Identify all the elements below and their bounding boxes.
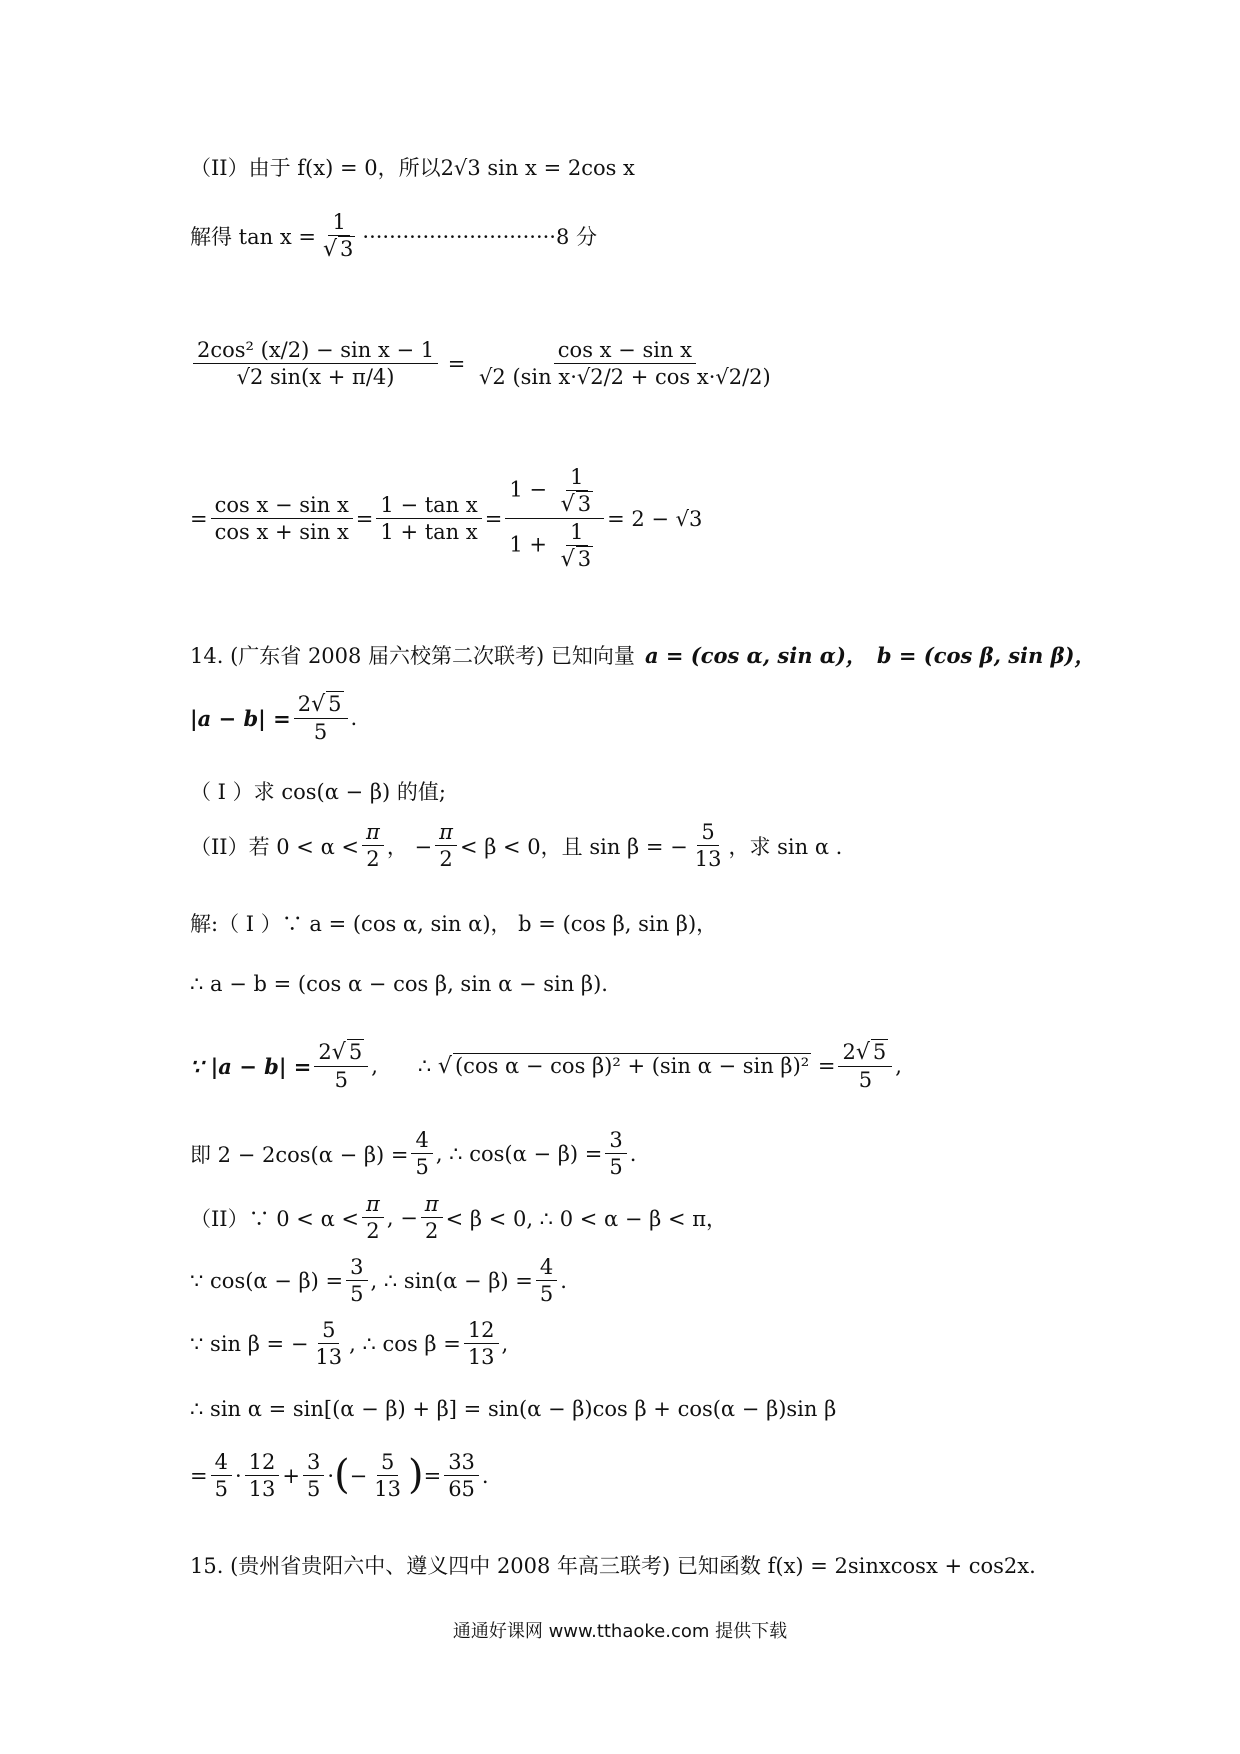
vector-b: b = (cos β, sin β)， [876,643,1096,668]
line-simplification: = $\frac{\text{cos x − sin x}}{\text{cos x + sin x}}$ = $\frac{\text{1 − tan x}}{\text{1 + tan x}}$ = 1 − $\frac{1}{√ 3}$ 1 + $\frac{1}{√ 3}$ = 2 − √3 [190,465,703,572]
text: 14. (广东省 2008 届六校第二次联考) 已知向量 [190,644,635,668]
question-14-part2: （II）若 0 < α < $\frac{\pi}{2}$ ， − $\frac{\pi}{2}$ < β < 0，且 sin β = − $\frac{5}{13}$ ，求 sin α . [190,820,843,871]
solution-line-1: 解:（ I ）∵ a = (cos α, sin α)， b = (cos β, sin β)， [190,912,718,936]
fraction-b: $\frac{\text{1 − tan x}}{\text{1 + tan x}}$ [376,493,481,544]
fraction: $\frac{1}{√ 3}$ [322,210,354,262]
solution-line-3: ∵ |a − b| = $\frac{2√ 5}{5}$ , ∴ √ (cos α − cos β)² + (sin α − sin β)² = $\frac{2√ 5}{5}$ , [190,1040,902,1092]
footer: 通通好课网 www.tthaoke.com 提供下载 [452,1621,788,1642]
solution-line-7: ∵ sin β = − $\frac{5}{13}$ , ∴ cos β = $\frac{12}{13}$ , [190,1318,509,1369]
solution-line-6: ∵ cos(α − β) = $\frac{3}{5}$ , ∴ sin(α − β) = $\frac{4}{5}$ . [190,1255,567,1306]
text: 解得 tan x = [190,225,316,249]
solution-line-9: = $\frac{4}{5}$ · $\frac{12}{13}$ + $\frac{3}{5}$ · ( − $\frac{5}{13}$ ) = $\frac{33}{65}$ . [190,1450,489,1501]
solution-line-4: 即 2 − 2cos(α − β) = $\frac{4}{5}$ , ∴ cos(α − β) = $\frac{3}{5}$ . [190,1128,637,1179]
question-14-norm: |a − b| = $\frac{2√ 5}{5}$ . [190,692,358,744]
solution-line-8: ∴ sin α = sin[(α − β) + β] = sin(α − β)cos β + cos(α − β)sin β [190,1397,837,1421]
question-15: 15. (贵州省贵阳六中、遵义四中 2008 年高三联考) 已知函数 f(x) = 2sinxcosx + cos2x. [190,1554,1036,1578]
question-14-header [190,640,1095,670]
solution-line-2: ∴ a − b = (cos α − cos β, sin α − sin β). [190,972,608,996]
fraction-c: 1 − $\frac{1}{√ 3}$ 1 + $\frac{1}{√ 3}$ [505,465,604,572]
line-part2-given [190,152,635,182]
line-expression: $\frac{\text{2cos² (x/2) − sin x − 1}}{√2 \sin(x + \pi/4)}$ = $\frac{\text{cos x − sin x}}{\text{√2 (sin x·√2/2 + cos x·√2/2)}}$ [190,338,778,389]
text: （ I ）求 cos(α − β) 的值; [190,780,446,804]
score-dots: ·····························8 分 [362,225,598,249]
question-14-part1 [190,776,446,806]
vector-a: a = (cos α, sin α)， [644,643,867,668]
fraction-rhs: $\frac{\text{cos x − sin x}}{\text{√2 (sin x·√2/2 + cos x·√2/2)}}$ [479,338,771,389]
fraction-a: $\frac{\text{cos x − sin x}}{\text{cos x + sin x}}$ [211,493,353,544]
line-tan-result [190,210,597,262]
solution-line-5: （II）∵ 0 < α < $\frac{\pi}{2}$ , − $\frac{\pi}{2}$ < β < 0, ∴ 0 < α − β < π， [190,1192,728,1243]
fraction-lhs: $\frac{\text{2cos² (x/2) − sin x − 1}}{√2 \sin(x + \pi/4)}$ [193,338,438,389]
text: （II）由于 f(x) = 0，所以2√3 sin x = 2cos x [190,156,635,180]
result: = 2 − √3 [607,506,703,531]
